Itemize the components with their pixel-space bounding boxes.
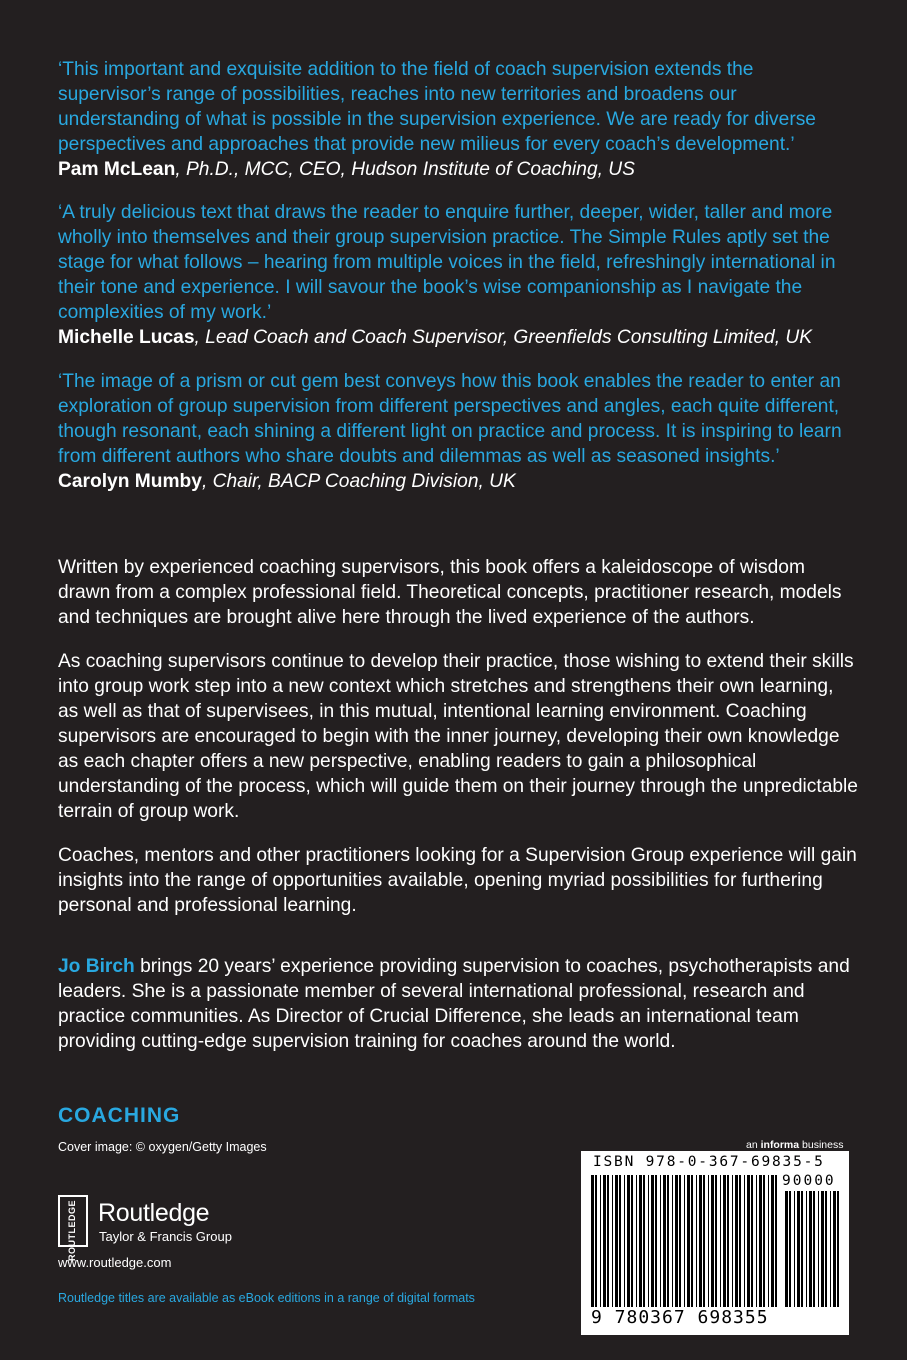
routledge-logo-icon [58,1195,88,1262]
category-label: COACHING [58,1104,181,1127]
publisher-website: www.routledge.com [58,1255,172,1270]
publisher-group: Taylor & Francis Group [99,1229,232,1244]
author-bio [58,954,858,1054]
barcode-bar [830,1191,831,1307]
barcode-bar [696,1175,697,1307]
barcode-bar [639,1175,642,1307]
barcode-bar [679,1175,681,1307]
informa-tagline [746,1139,843,1151]
blurb-paragraph-2: As coaching supervisors continue to develop their practice, those wishing to extend their skills into group work step into a new context which stretches and strengthens their own learning, as well as that of supervisees, in this mutual, intentional learning environment. Coaching supervisors are encouraged to begin with the inner journey, developing their own knowledge as each chapter offers a new perspective, enabling readers to gain a philosophical understanding of the process, which will guide them on their journey through the unpredictable terrain of group work. [58,651,858,822]
barcode-bar [794,1191,795,1307]
barcode-bar [833,1191,836,1307]
barcode-bar [684,1175,685,1307]
barcode-bar [672,1175,673,1307]
barcode-bar [675,1175,678,1307]
barcode-bar [720,1175,721,1307]
barcode-bar [756,1175,757,1307]
barcode-bar [708,1175,709,1307]
ebook-note: Routledge titles are available as eBook editions in a range of digital formats [58,1291,475,1305]
barcode-bar [775,1175,777,1307]
barcode-bar [797,1191,800,1307]
barcode-bar [648,1175,649,1307]
endorsement-2 [58,200,858,350]
barcode-digits: 9 780367 698355 [591,1307,769,1328]
barcode-bar [768,1175,769,1307]
endorser-title: , Ph.D., MCC, CEO, Hudson Institute of Coaching, US [175,159,635,180]
barcode-bar [735,1175,738,1307]
blurb-paragraph-1: Written by experienced coaching supervisors, this book offers a kaleidoscope of wisdom drawn from a complex professional field. Theoretical concepts, practitioner research, models and techniques are brought alive here through the lived experience of the authors. [58,557,842,628]
barcode-bar [732,1175,733,1307]
barcode-bar [663,1175,666,1307]
endorsement-quote: ‘A truly delicious text that draws the reader to enquire further, deeper, wider, taller and more wholly into themselves and their group supervision practice. The Simple Rules aptly set the stage for what follows – hearing from multiple voices in the field, refreshingly international in their tone and experience. I will savour the book’s wise companionship as I navigate the complexities of my work.’ [58,202,836,323]
barcode-bar [624,1175,625,1307]
endorser-name: Michelle Lucas [58,327,195,348]
barcode-bar [627,1175,630,1307]
barcode-bar [591,1175,594,1307]
barcode-bar [607,1175,609,1307]
barcode-bar [821,1191,824,1307]
barcode-bar [603,1175,606,1307]
barcode-addon-bars-icon [785,1191,841,1307]
barcode-bar [825,1191,827,1307]
informa-suffix: business [799,1139,844,1151]
barcode-bar [727,1175,729,1307]
barcode-bar [619,1175,621,1307]
endorser-name: Carolyn Mumby [58,471,202,492]
barcode-bar [687,1175,690,1307]
barcode-bar [660,1175,661,1307]
author-bio-text: brings 20 years’ experience providing supervision to coaches, psychotherapists and leaders. She is a passionate member of several international professional, research and practice communities. As Director of Crucial Difference, she leads an international team providing cutting-edge supervision training for coaches around the world. [58,956,850,1052]
barcode-bar [723,1175,726,1307]
barcode-bar [785,1191,788,1307]
endorsement-3 [58,369,858,494]
isbn-barcode [581,1151,849,1335]
barcode-bar [813,1191,815,1307]
endorsement-attribution [58,157,858,182]
endorsement-attribution [58,469,858,494]
informa-bold: informa [760,1139,800,1151]
publisher-name: Routledge [98,1199,210,1227]
barcode-bar [801,1191,803,1307]
informa-prefix: an [746,1139,761,1151]
barcode-bar [747,1175,750,1307]
barcode-bar [615,1175,618,1307]
endorser-name: Pam McLean [58,159,176,180]
barcode-bar [715,1175,717,1307]
barcode-bar [612,1175,613,1307]
barcode-bar [739,1175,741,1307]
barcode-bar [759,1175,762,1307]
barcode-bar [643,1175,645,1307]
blurb-paragraph-3: Coaches, mentors and other practitioners looking for a Supervision Group experience will gain insights into the range of opportunities available, opening myriad possibilities for furthering personal and professional learning. [58,845,857,916]
barcode-bar [818,1191,819,1307]
barcode-bar [751,1175,753,1307]
endorser-title: , Chair, BACP Coaching Division, UK [201,471,516,492]
barcode-bars-icon [591,1175,777,1307]
barcode-bar [789,1191,791,1307]
endorsement-quote: ‘This important and exquisite addition to the field of coach supervision extends the supervisor’s range of possibilities, reaches into new territories and broadens our understanding of what is possible in the supervision experience. We are ready for diverse perspectives and approaches that provide new milieus for every coach’s development.’ [58,59,816,155]
barcode-addon-text: 90000 [782,1173,836,1189]
barcode-bar [655,1175,657,1307]
barcode-bar [763,1175,765,1307]
barcode-bar [595,1175,597,1307]
barcode-bar [636,1175,637,1307]
cover-credit: Cover image: © oxygen/Getty Images [58,1140,267,1154]
logo-text: ROUTLEDGE [67,1200,77,1262]
endorsement-1 [58,57,858,182]
isbn-label: ISBN 978-0-367-69835-5 [593,1154,825,1170]
barcode-bar [691,1175,693,1307]
barcode-bar [711,1175,714,1307]
barcode-bar [667,1175,669,1307]
barcode-bar [651,1175,654,1307]
barcode-bar [809,1191,812,1307]
endorsement-quote: ‘The image of a prism or cut gem best conveys how this book enables the reader to enter an exploration of group supervision from different perspectives and angles, each quite different, though resonant, each shining a different light on practice and process. It is inspiring to learn from different authors who share doubts and dilemmas as well as seasoned insights.’ [58,371,842,467]
barcode-bar [806,1191,807,1307]
barcode-bar [703,1175,705,1307]
barcode-bar [771,1175,774,1307]
barcode-bar [744,1175,745,1307]
barcode-bar [600,1175,601,1307]
author-name: Jo Birch [58,956,135,977]
endorsement-attribution [58,325,858,350]
barcode-bar [699,1175,702,1307]
barcode-bar [837,1191,839,1307]
endorser-title: , Lead Coach and Coach Supervisor, Greenfields Consulting Limited, UK [194,327,813,348]
barcode-bar [631,1175,633,1307]
